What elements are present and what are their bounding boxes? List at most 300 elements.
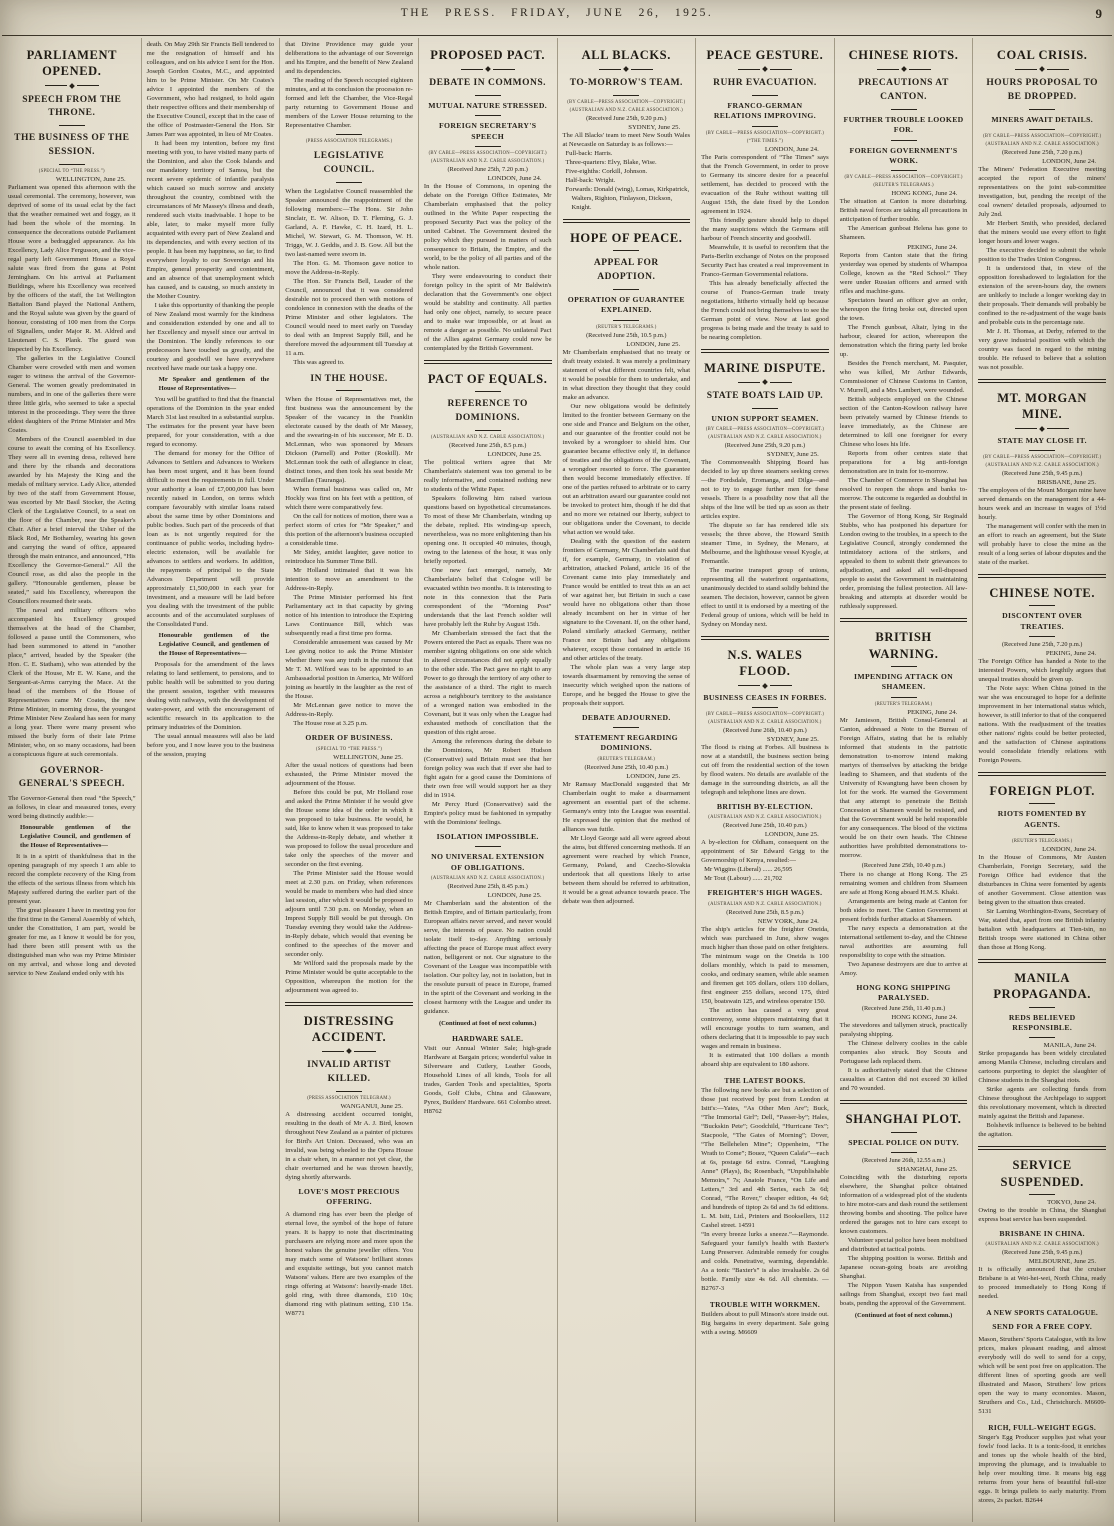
article-crosshead: UNION SUPPORT SEAMEN. <box>711 413 819 423</box>
article-crosshead: ISOLATION IMPOSSIBLE. <box>436 831 539 841</box>
divider-rule <box>475 115 501 116</box>
dateline: SYDNEY, June 25. <box>766 451 819 459</box>
article-paragraph: British subjects employed on the Chinese section of the Canton-Kowloon railway have been privately warned by Chinese friends to leave immediately, as the Chinese are determined to kill one foreigner for every Chinese who loses his life. <box>839 396 968 449</box>
article-headline: CHINESE RIOTS. <box>848 48 959 62</box>
article-paragraph: Considerable amusement was caused by Mr Lee giving notice to ask the Prime Minister whether there was any truth in the rumour that Mr T. M. Wilford was to be appointed to an Ambassadorial position in America, Mr Wilford joining as heartily in the laughter as the rest of the House. <box>285 639 413 701</box>
article-paragraph: The Chamber of Commerce in Shanghai has resolved to reopen the shops and banks to-morrow. The outcome is regarded as doubtful in the present state of feeling. <box>839 477 968 512</box>
divider-rule <box>336 182 362 183</box>
ornament-bar <box>45 85 67 86</box>
ad-heading: A NEW SPORTS CATALOGUE. <box>986 1308 1099 1318</box>
diamond-icon <box>69 83 75 89</box>
divider-rule <box>1029 1037 1055 1038</box>
article-paragraph: The reading of the Speech occupied eighteen minutes, and at its conclusion the procession re-formed and left the Chamber, the Vice-Regal party returning to Government House and members of the Lower House returning to the Representative Chamber. <box>285 77 413 129</box>
article-paragraph: The whole plan was a very large step towards disarmament by removing the sense of insecurity which weighed upon the nations of Europe, and he begged the House to give the proposals their support. <box>562 663 691 707</box>
article-paragraph: The galleries in the Legislative Council Chamber were crowded with men and women eager to witness the arrival of the Governor-General. The women greatly predominated in numbers, and in one of the galleries there were three little girls, who seemed to take a special interest in the proceedings. They were the three eldest daughters of the Prime Minister and Mrs Coates. <box>8 354 136 434</box>
article-paragraph: The House rose at 3.25 p.m. <box>293 720 368 728</box>
article-paragraph: When formal business was called on, Mr Hockly was first on his feet with a petition, of which there were comparatively few. <box>285 486 413 512</box>
divider-rule <box>891 1132 917 1133</box>
masthead <box>0 0 1114 33</box>
ornament-bar <box>322 1051 344 1052</box>
headline-ornament <box>701 684 829 688</box>
headline-ornament <box>701 380 829 384</box>
divider-rule <box>1029 803 1055 804</box>
ornament-bar <box>909 69 931 70</box>
article-paragraph: The Paris correspondent of “The Times” says that the French Government, in order to prove to Germany its sincere desire for a peaceful settlement, has decided to proceed with the evacuation of the Ruhr without waiting till August 15th, the date fixed by the London agreement in 1924. <box>701 153 829 215</box>
ornament-bar <box>77 85 99 86</box>
diamond-icon <box>901 66 907 72</box>
divider-rule <box>613 250 639 251</box>
dateline: WELLINGTON, June 25. <box>55 175 126 183</box>
cable-credit: (SPECIAL TO “THE PRESS.”) <box>38 168 105 174</box>
article-headline: DISTRESSING ACCIDENT. <box>303 1013 395 1044</box>
article-paragraph: Mr Sidey, amidst laughter, gave notice to reintroduce his Summer Time Bill. <box>285 549 413 566</box>
dateline: LONDON, June 25. <box>764 831 819 839</box>
article-paragraph: Mr J. H. Thomas, at Derby, referred to the very grave industrial position with which the country was faced in regard to the mining trouble. He refused to believe that a solution was not possible. <box>978 328 1106 372</box>
article-crosshead: FOREIGN GOVERNMENT'S WORK. <box>849 145 958 165</box>
article-paragraph: Spectators heard an officer give an order, whereupon the firing broke out, directed upon the town. <box>839 297 968 323</box>
divider-rule <box>891 1152 917 1153</box>
article-paragraph: death. On May 29th Sir Francis Bell tendered to me the resignation of himself and his colleagues, and on his advice I sent for the Hon. Joseph Gordon Coates, M.C., and appointed him to be Prime Minister. On Mr Coates's advice I appointed the members of the Government, who had resigned, to hold again their respective offices and their membership of the Executive Council, except that in the case of the office of Postmaster-General the Hon. Sir James Parr was appointed, in lieu of Mr Coates. <box>146 41 275 138</box>
article-paragraph: Mr Herbert Smith, who presided, declared that the miners would use every effort to fight longer hours and lower wages. <box>978 220 1106 246</box>
article-paragraph: A by-election for Oldham, consequent on the appointment of Sir Edward Grigg to the Governorship of Kenya, resulted:— <box>701 839 829 865</box>
article-paragraph: A diamond ring has ever been the pledge of eternal love, the symbol of the hope of future years. It is happy to note that discriminating purchasers are relying more and more upon the honest values the genuine jeweller offers. You may match some of Watsons' brilliant stones and exquisite settings, but you cannot match Watsons' values. Here are two examples of the rings offering at Watsons': heavily-made 18ct. gold ring, with three diamonds, £10 10s; diamond ring with platinum setting, £10 15s. W8771 <box>285 1210 413 1317</box>
article-paragraph: The dispute so far has rendered idle six vessels; the three above, the Howard Smith steamer Time, in Sydney, the Menaro, at Melbourne, and the lighthouse vessel Kyogle, at Fremantle. <box>701 522 829 566</box>
article-paragraph: The management will confer with the men in an effort to reach an agreement, but the State will probably have to close the mine as the result of a long series of labour disputes and the state of the market. <box>978 523 1106 567</box>
article-paragraph: Mr Chamberlain said the abstention of the British Empire, and of Britain particularly, from European affairs never served, and never would serve, the interests of peace. No nation could isolate itself to-day. Anything seriously affecting the peace of Europe must affect every nation, belligerent or not. Our signature to the Covenant of the League was incompatible with isolation. Our policy lay, not in isolation, but in the resolute pursuit of peace in Europe, framed in the spirit of the Covenant and working in the closest harmony with the League and under its guidance. <box>423 900 552 1016</box>
article-paragraph: There is no change at Hong Kong. The 25 remaining women and children from Shameen are safe at Hong Kong aboard H.M.S. Khaki. <box>839 870 968 896</box>
article-paragraph: Visit our Annual Winter Sale; high-grade Hardware at Bargain prices; wonderful value in Silverware and Cutlery, Leather Goods, Household Lines of all kinds, Tools for all trades, Garden Tools and specialities, Sports Goods, Golf Clubs, China and Glassware, Pyrex, Builders' Hardware. 661 Colombo street. H8762 <box>423 1045 552 1116</box>
divider-rule <box>475 430 501 431</box>
article-paragraph: The situation at Canton is more disturbing. British naval forces are taking all precautions in anticipation of further trouble. <box>839 198 968 224</box>
article-paragraph: They were endeavouring to conduct their foreign policy in the spirit of Mr Baldwin's declaration that the Government's one object would be stability and continuity. All parties had only one object, namely, to secure peace and to make war impossible, or at least as remote a danger as possible. No unilateral Pact of the Allies against Germany could now be contemplated by the British Government. <box>423 273 552 353</box>
article-paragraph: Proposals for the amendment of the laws relating to land settlement, to pensions, and to public health will be submitted to you during the present session, together with measures dealing with railways, with the development of water-power, and with the encouragement of scientific research in its application to the primary industries of the Dominion. <box>146 661 275 731</box>
cable-credit: (PRESS ASSOCIATION TELEGRAMS.) <box>305 139 393 144</box>
dateline: HONG KONG, June 24. <box>891 1014 958 1022</box>
article-paragraph: It had been my intention, before my first meeting with you, to have visited many parts of the Dominion, and also the Cook Islands and our mandatory territory of Samoa, but the recent severe epidemic of infantile paralysis which caused so much sorrow and anxiety throughout the country, combined with the circumstances of Mr Massey's illness and death, rendered such visits inadvisable. I hope to be able, later, to make myself more fully acquainted with every part of New Zealand and its dependencies, and with every section of its people. It has been my happiness, so far, to find everywhere loyalty to our Sovereign and his Empire, general prosperity and contentment, and an absence of that unemployment which has caused, and is causing, so much anxiety in the Mother Country. <box>146 140 275 300</box>
article-paragraph: The great pleasure I have in meeting you for the first time in the General Assembly of which, under the Constitution, I am part, would be greater for me, as I know it would be for you, had there been still present with us the distinguished man who was my Prime Minister on my arrival, and whose long and devoted service to New Zealand ended only with his <box>8 907 136 978</box>
ornament-bar <box>738 685 760 686</box>
article-subhead: DEBATE IN COMMONS. <box>429 78 547 89</box>
divider-rule <box>752 707 778 708</box>
dateline: MELBOURNE, June 25. <box>1028 1258 1096 1266</box>
columns-container <box>0 36 1114 1522</box>
divider-rule <box>336 1091 362 1092</box>
article-paragraph: that Divine Providence may guide your deliberations to the advantage of our Sovereign and his Empire, and the benefit of New Zealand and its dependencies. <box>285 41 413 75</box>
article-paragraph: After the usual notices of questions had been exhausted, the Prime Minister moved the adjournment of the House. <box>285 761 413 787</box>
diamond-icon <box>1039 426 1045 432</box>
received-line: (Received June 25th, 9.45 p.m.) <box>1001 470 1083 478</box>
article-headline: PACT OF EQUALS. <box>427 372 548 387</box>
headline-ornament <box>8 84 136 88</box>
article-paragraph: This has already beneficially affected the course of Franco-German trade treaty negotiations, hitherto virtually held up because the French could not bring themselves to see the German point of view. Now at last good progress is being made and the treaty is said to be nearing completion. <box>701 279 829 341</box>
ornament-bar <box>461 69 483 70</box>
article-paragraph: On the call for notices of motion, there was a perfect storm of cries for “Mr Speaker,” and this portion of the afternoon's business occupied a considerable time. <box>285 513 413 548</box>
speech-address-line: Honourable gentlemen of the Legislative Council, and gentlemen of the House of Representatives— <box>20 824 131 850</box>
cable-credit: (REUTER'S TELEGRAM.) <box>874 701 933 707</box>
article-headline: ALL BLACKS. <box>581 48 671 62</box>
ornament-bar <box>770 382 792 383</box>
article-separator <box>563 219 691 223</box>
ad-heading: THE LATEST BOOKS. <box>724 1075 806 1085</box>
article-subhead: REFERENCE TO DOMINIONS. <box>447 399 528 424</box>
article-subhead: THE BUSINESS OF THE SESSION. <box>14 133 130 157</box>
article-paragraph: Mr Lloyd George said all were agreed about the aims, but differed concerning methods. If an agreement were reached by which France, Germany, Poland, and Czecho-Slovakia undertook that all questions likely to arise between them should be referred to arbitration, it would be a great advance towards peace. The debate was then adjourned. <box>562 834 691 905</box>
article-crosshead: LOVE'S MOST PRECIOUS OFFERING. <box>298 1186 400 1207</box>
cable-credit: (SPECIAL TO “THE PRESS.”) <box>316 746 383 752</box>
article-crosshead: SEND FOR A FREE COPY. <box>992 1322 1093 1332</box>
article-paragraph: This friendly gesture should help to dispel the many suspicions which the Germans still harbour of French sincerity and goodwill. <box>701 216 829 242</box>
article-paragraph: The flood is rising at Forbes. All business is now at a standstill, the business section being cut off from the residential section of the town by flood waters. No details are available of the damage in the surrounding districts, as all the telegraph and telephone lines are down. <box>701 744 829 797</box>
article-paragraph: Mason, Struthers' Sports Catalogue, with its low prices, makes pleasant reading, and almost everybody will do well to send for a copy, which will be sent post free on application. The different lines of sporting goods are well illustrated and Mason, Struthers' low prices open the way to many economies. Mason, Struthers and Co., Ltd., Christchurch. M6609-5131 <box>978 1335 1106 1415</box>
column-2 <box>142 38 281 1522</box>
article-paragraph: Mr McLennan gave notice to move the Address-in-Reply. <box>285 702 413 719</box>
cable-credit: (PRESS ASSOCIATION TELEGRAM.) <box>307 1095 391 1101</box>
article-paragraph: The marine transport group of unions, representing all the waterfront organisations, unanimously decided to stand solidly behind the seamen. The decision, however, cannot be given effect to until it is endorsed by a meeting of the Federal group of unions, which will be held in Sydney on Monday next. <box>701 567 829 629</box>
article-paragraph: It is understood that, in view of the opposition foreshadowed to legislation for the extension of the seven-hours day, the owners are unlikely to include a longer working day in their proposals. Their demands will probably be confined to the re-adjustment of the wage basis and probable cuts in the percentage rate. <box>978 265 1106 327</box>
headline-ornament <box>978 67 1106 71</box>
article-paragraph: The Commonwealth Shipping Board has decided to lay up three steamers seeking crews—the Fordsdale, Eromanga, and Dilga—and not to try to engage further men for these vessels. There is a possibility now that all the ships of the line will be tied up as soon as their articles expire. <box>701 459 829 521</box>
article-paragraph: It is authoritatively stated that the Chinese casualties at Canton did not exceed 30 killed and 70 wounded. <box>839 1067 968 1093</box>
cable-credit: (REUTER'S TELEGRAMS.) <box>596 324 657 330</box>
article-paragraph: Parliament was opened this afternoon with the usual ceremonial. The ceremony, however, was deprived of some of its usual eclat by the fact that the weather remained wet and foggy, as it had been the whole of the morning. In consequence the decorations outside Parliament House wore a bedraggled appearance. As his Excellency, Lady Alice Fergusson, and the vice-regal party left Government House a Royal salute was fired from the guns at Point Jerningham. On his arrival at Parliament Buildings, where his Excellency was received by the officers of the staff, the 1st Wellington Battalion Band played the National Anthem, and the Royal salute was given by the guard of honour, consisting of 100 men from the Corps of Signallers, under Major R. M. Aldred and Lieutenant C. S. Plank. The guard was inspected by his Excellency. <box>8 183 136 353</box>
dateline: LONDON, June 24. <box>1042 158 1096 166</box>
headline-ornament <box>285 1049 413 1053</box>
article-paragraph: Singer's Egg Producer supplies just what your fowls' food lacks. It is a tonic-food, it enriches and tones up the whole health of the bird, improving the plumage, and is invaluable to help over moulting time. It means big egg returns from your hens of beautiful full-size eggs. It brings pullets to early maturity. From stores, 2s packet. B2644 <box>978 1433 1106 1504</box>
cable-credit: (AUSTRALIAN AND N.Z. CABLE ASSOCIATION.) <box>708 720 822 726</box>
dateline: SYDNEY, June 25. <box>628 124 681 132</box>
article-crosshead: FRANCO-GERMAN RELATIONS IMPROVING. <box>713 101 816 121</box>
headline-ornament <box>701 67 829 71</box>
divider-rule <box>752 126 778 127</box>
article-paragraph: It is estimated that 100 dollars a month aboard ship are equivalent to 180 ashore. <box>701 1051 829 1068</box>
received-line: (Received June 25th, 10.40 p.m.) <box>584 763 669 771</box>
received-line: (Received June 25th, 10.5 p.m.) <box>586 331 667 339</box>
ornament-bar <box>493 69 515 70</box>
article-paragraph: In the House of Commons, in opening the debate on the Foreign Office Estimates, Mr Chamberlain emphasised that the policy outlined in the White Paper respecting the proposed Security Pact was the policy of the united Cabinet. The Government desired the policy which they pursued in matters of such consequence to Britain, the Empire, and the world, to be the policy of all parties and of the whole nation. <box>423 183 552 272</box>
article-subhead: IN THE HOUSE. <box>310 373 388 384</box>
article-headline: PEACE GESTURE. <box>706 48 824 62</box>
received-line: (Received June 25th, 10.40 p.m.) <box>861 861 946 869</box>
dateline: WANGANUI, June 25. <box>340 1102 403 1110</box>
article-separator <box>978 379 1106 383</box>
list-line: Three-quarters: Elvy, Blake, Wise. <box>565 159 657 167</box>
headline-ornament <box>563 67 691 71</box>
article-crosshead: HONG KONG SHIPPING PARALYSED. <box>856 982 951 1003</box>
dateline: PEKING, June 24. <box>907 708 958 716</box>
article-paragraph: The following new books are but a selection of those just received by post from London at Isitt's:—Yates, “As Other Men Are”; Buck, “The Immortal Girl”; Dell, “Passer-by”; Hales, “Buckskin Pete”; Goodchild, “Hurricane Tex”; Stacpoole, “The Gates of Morning”; Dover, “The Bellehelen Mine”; Oppenheim, “The Wrath to Come”; Bouez, “Queen Calafa”—each at 6s, postage 6d extra. Conrad, “Laughing Anne” (Plays), 8s; Rosenbach, “Unpublishable Memoirs,” 7s; Anatole France, “On Life and Letters,” 3rd and 4th Series, each 3s 6d; Conrad, “The Rover,” cheaper edition, 4s 6d; and hundreds of tiptop 2s 6d and 3s 6d editions. L. M. Isitt, Ltd., Printers and Booksellers, 112 Cashel street. 14591 <box>701 1086 829 1229</box>
dateline: WELLINGTON, June 25. <box>333 753 403 761</box>
article-paragraph: Besides the French merchant, M. Pasquier, who was killed, Mr Arthur Edwards, Commissioner of Chinese Customs in Canton, V. Murrell, and a Mrs Lambert, were wounded. <box>839 360 968 395</box>
article-paragraph: Builders about to pull Minson's store inside out. Big bargains in every department. Sale going with a swing. M6609 <box>701 1310 829 1336</box>
ad-heading: HARDWARE SALE. <box>452 1034 524 1044</box>
article-paragraph: Bolshevik influence is believed to be behind the agitation. <box>978 1122 1106 1139</box>
received-line: (Received June 25th, 10.40 p.m.) <box>723 822 807 830</box>
ornament-bar <box>770 685 792 686</box>
article-paragraph: Arrangements are being made at Canton for both sides to meet. The Canton Government at present forbids further attacks at Shameen. <box>839 897 968 923</box>
dateline: LONDON, June 25. <box>626 340 681 348</box>
article-paragraph: The naval and military officers who accompanied his Excellency grouped themselves at the head of the Chamber, followed a pause until the Commoners, who had been summoned to attend in “another place,” arrived, headed by the Speaker (the Hon. C. E. Statham), who was attended by the Clerk of the House, Mr E. W. Kane, and the Sergeant-at-Arms carrying the Mace. At the head of the members of the House of Representatives came Mr Coates, the new Prime Minister, in morning dress, the youngest Prime Minister New Zealand has seen for many a long year. There were many present who missed the burly form of their late Prime Minister, who, on so many occasions, had been a conspicuous figure at such ceremonials. <box>8 606 136 758</box>
article-headline: SHANGHAI PLOT. <box>845 1112 962 1127</box>
article-paragraph: The Hon. Sir Francis Bell, Leader of the Council, announced that it was considered desirable not to proceed then with motions of condolence in connexion with the deaths of the Prime Minister and other legislators. The Council would need to meet early on Tuesday to deal with an Imprest Supply Bill, and he therefore moved the adjournment till Tuesday at 11 a.m. <box>285 277 413 357</box>
article-subhead: HOURS PROPOSAL TO BE DROPPED. <box>986 78 1098 103</box>
divider-rule <box>613 727 639 728</box>
dateline: LONDON, June 25. <box>487 450 542 458</box>
article-crosshead: DEBATE ADJOURNED. <box>581 712 671 722</box>
page-number: 9 <box>1095 6 1102 21</box>
dateline: NEW YORK, June 24. <box>757 917 819 925</box>
ornament-bar <box>354 1051 376 1052</box>
divider-rule <box>752 95 778 96</box>
cable-credit: (REUTER'S TELEGRAM.) <box>597 756 656 762</box>
divider-rule <box>1029 834 1055 835</box>
article-paragraph: Mr Percy Hurd (Conservative) said the Empire's policy must be fashioned in sympathy with the Dominions' feelings. <box>423 800 552 826</box>
dateline: SHANGHAI, June 25. <box>896 1166 958 1174</box>
dateline: TOKYO, June 24. <box>1047 1198 1096 1206</box>
cable-credit: (BY CABLE—PRESS ASSOCIATION—COPYRIGHT.) <box>705 712 825 718</box>
divider-rule <box>1029 605 1055 606</box>
cable-credit: (AUSTRALIAN AND N.Z. CABLE ASSOCIATION.) <box>431 876 545 882</box>
article-paragraph: Mr Ramsay MacDonald suggested that Mr Chamberlain ought to make a disarmament agreement an essential part of the scheme. Germany's entry into the League was essential. He expressed the opinion that the method of alliances was futile. <box>562 780 691 833</box>
divider-rule <box>613 320 639 321</box>
list-line: Half-back: Wright. <box>565 177 616 185</box>
cable-credit: (AUSTRALIAN AND N.Z. CABLE ASSOCIATION.) <box>708 815 822 821</box>
article-paragraph: The shipping position is worse. British and Japanese ocean-going boats are avoiding Shanghai. <box>839 1255 968 1281</box>
speech-address-line: Mr Speaker and gentlemen of the House of Representatives— <box>158 376 270 392</box>
article-paragraph: You will be gratified to find that the financial operations of the Dominion in the year ended March 31st last resulted in a substantial surplus. The estimates for the present year have been prepared, for your consideration, with a due regard to economy. <box>146 396 275 448</box>
article-crosshead: BRITISH BY-ELECTION. <box>716 802 813 812</box>
article-crosshead: FREIGHTER'S HIGH WAGES. <box>707 888 823 898</box>
ornament-bar <box>1015 69 1037 70</box>
article-paragraph: The Governor of Hong Kong, Sir Reginald Stubbs, who has postponed his departure for London owing to the troubles, in a speech to the Legislative Council, strongly condemned the intimidatory actions of the strikers, and appealed to them to submit their grievances to adjudication, and asked all well-disposed people to assist the Government in maintaining order, promising the fullest protection. All law-breaking and attempts at disorder would be ruthlessly suppressed. <box>839 513 968 611</box>
dateline: MANILA, June 24. <box>1043 1042 1096 1050</box>
article-paragraph: Mr Jamieson, British Consul-General at Canton, addressed a Note to the Bureau of Foreign Affairs, stating that he is reliably informed that students in the patriotic demonstration to-morrow intend making martyrs of themselves by attacking the bridge leading to Shameen, and that students of the University of Kwangtung have been chosen by lot for the work. He warned the Government that any attempt to penetrate the British Concession at Shameen would be resisted, and that the Government would be held responsible for any consequences. The blood of the victims would be on their own heads. The Chinese authorities have prohibited demonstrations to-morrow. <box>839 716 968 859</box>
dateline: LONDON, June 24. <box>487 175 542 183</box>
dateline: PEKING, June 24. <box>1045 650 1096 658</box>
dateline: LONDON, June 25. <box>626 772 681 780</box>
headline-ornament <box>424 67 552 71</box>
article-paragraph: It is in a spirit of thankfulness that in the opening paragraph of my speech I am able to record the complete recovery of the King from the effects of the serious illness from which his Majesty suffered during the earlier part of the present year. <box>8 853 136 906</box>
continued-note: (Continued at foot of next column.) <box>438 1020 537 1028</box>
received-line: (Received June 25th, 9.45 p.m.) <box>1001 1249 1083 1257</box>
article-paragraph: The political writers agree that Mr Chamberlain's statement was too general to be really informative, and contained nothing new to students of the White Paper. <box>423 458 552 493</box>
cable-credit: (BY CABLE—PRESS ASSOCIATION—COPYRIGHT.) <box>705 130 825 136</box>
article-headline: MANILA PROPAGANDA. <box>993 971 1092 1002</box>
article-paragraph: Among the references during the debate to the Dominions, Mr Robert Hudson (Conservative) said Britain must see that her foreign policy was such that if ever she had to fight again for a good cause the Dominions of their own free will would support her as they did in 1914. <box>423 737 552 799</box>
article-paragraph: Strike propaganda has been widely circulated among Manila Chinese, including circulars and cartoons purporting to depict the slaughter of Chinese students in the Shanghai riots. <box>978 1050 1106 1085</box>
article-separator <box>701 349 829 353</box>
divider-rule <box>891 109 917 110</box>
diamond-icon <box>346 1048 352 1054</box>
cable-credit: (“THE TIMES.”) <box>746 138 784 144</box>
article-paragraph: Mr Chamberlain emphasised that no treaty or draft treaty existed. It was merely a preliminary statement of what different countries felt, what it would be possible for them to undertake, and in what direction they thought that they could make an advance. <box>562 348 691 401</box>
article-paragraph: In the House of Commons, Mr Austen Chamberlain, Foreign Secretary, said the Foreign Office had evidence that the disturbances in China were fomented by agents of another Government. Close attention was being given to the situation thus created. <box>978 854 1106 907</box>
article-crosshead: OPERATION OF GUARANTEE EXPLAINED. <box>567 294 685 315</box>
article-paragraph: The Foreign Office has handed a Note to the interested Powers, which lengthily argues that unequal treaties should be given up. <box>978 658 1106 684</box>
article-paragraph: The navy expects a demonstration at the international settlement to-day, and the Chinese naval authorities are assuming full responsibility to cope with the situation. <box>839 924 968 959</box>
article-separator <box>840 1100 968 1104</box>
dateline: LONDON, June 24. <box>764 145 819 153</box>
article-paragraph: Two Japanese destroyers are due to arrive at Amoy. <box>839 960 968 977</box>
received-line: (Received June 25th, 9.20 p.m.) <box>724 442 806 450</box>
cable-credit: (BY CABLE—PRESS ASSOCIATION—COPYRIGHT.) <box>705 427 825 433</box>
diamond-icon <box>1039 66 1045 72</box>
divider-rule <box>336 134 362 135</box>
ornament-bar <box>770 69 792 70</box>
article-paragraph: When the House of Representatives met, the first business was the announcement by the Speaker of the vacancy in the Franklin electorate caused by the death of Mr Massey, and the swearing-in of his successor, Mr E. D. McLennan, who was sponsored by Messrs Dickson (Parnell) and Potter (Roskill). Mr McLennan took the oath of allegiance in clear, distinct tones, and then took his seat beside Mr Macmillan (Tauranga). <box>285 396 413 485</box>
article-paragraph: The French gunboat, Altair, lying in the harbour, cleared for action, whereupon the demonstration which the firing party led broke up. <box>839 324 968 359</box>
diamond-icon <box>623 66 629 72</box>
article-paragraph: Our new obligations would be definitely limited to the frontier between Germany on the one side and France and Belgium on the other, and our guarantee of the frontier could not be invoked by a wrongdoer to shield him. Our guarantee became effective only if, in defiance of treaties and the obligations of the Covenant, a wrongdoer resorted to force. The guarantee then would become immediately effective. If one of the parties refused to arbitrate or to carry out an arbitration award our guarantee could not be invoked to protect him, though if he did that and no more we retained our liberty, subject to our obligations under the Covenant, to decide what action we would take. <box>562 402 691 536</box>
article-subhead: PRECAUTIONS AT CANTON. <box>858 78 949 103</box>
article-headline: BRITISH WARNING. <box>868 630 939 661</box>
article-paragraph: Mr Chamberlain stressed the fact that the Powers entered the Pact as equals. There was no member signing obligations on one side which in altered circumstances did not apply equally to the other side. The Pact gave no right to any Power to go through the territory of any other to the assistance of a third. The right to march across a neighbour's territory to the assistance of a wronged nation was embodied in the Covenant, but it was only when the League had exhausted methods of conciliation that the question of this right arose. <box>423 629 552 736</box>
ad-heading: RICH, FULL-WEIGHT EGGS. <box>988 1422 1097 1432</box>
dateline: LONDON, June 25. <box>487 892 542 900</box>
divider-rule <box>891 666 917 667</box>
column-8 <box>973 38 1111 1522</box>
article-crosshead: SPECIAL POLICE ON DUTY. <box>848 1137 959 1147</box>
headline-ornament <box>978 427 1106 431</box>
cable-credit: (AUSTRALIAN AND N.Z. CABLE ASSOCIATION.) <box>708 435 822 441</box>
article-headline: COAL CRISIS. <box>996 48 1088 62</box>
list-line: Mr Tout (Labour) ...... 21,702 <box>704 875 783 883</box>
article-subhead: APPEAL FOR ADOPTION. <box>593 258 659 283</box>
article-paragraph: Volunteer special police have been mobilised and distributed at tactical points. <box>839 1237 968 1254</box>
divider-rule <box>1029 1007 1055 1008</box>
divider-rule <box>475 146 501 147</box>
cable-credit: (REUTER'S TELEGRAMS.) <box>873 183 934 189</box>
ornament-bar <box>738 69 760 70</box>
list-line: Full-back: Harris. <box>565 150 613 158</box>
article-separator <box>978 574 1106 578</box>
divider-rule <box>613 95 639 96</box>
article-paragraph: Before this could be put, Mr Holland rose and asked the Prime Minister if he would give the House some idea of the order in which it was proposed to take business. He would, he said, like to know when it was proposed to take the Address-in-Reply debate, and whether it was proposed to follow the usual procedure and take only the speeches of the mover and seconder on the first evening. <box>285 788 413 868</box>
article-paragraph: Speakers following him raised various questions based on hypothetical circumstances. To most of these Mr Chamberlain, winding up the debate, replied. His winding-up speech, nevertheless, was no more enlightening than his opening one. It occupied 40 minutes, though, owing to the lateness of the hour, it was only briefly reported. <box>423 494 552 565</box>
article-paragraph: “In every breeze lurks a sneeze.”—Raymonde. Safeguard your family's health with Baxter's Lung Preserver. Admirable remedy for coughs and colds. Penetrative, warming, dependable. As a tonic “Baxter's” is also invaluable. 2s 6d bottle. Family size 4s 6d. All chemists. —B2767-3 <box>701 1230 829 1292</box>
article-paragraph: Reports from other centres state that preparations for a big anti-foreign demonstration are in train for to-morrow. <box>839 450 968 476</box>
cable-credit: (AUSTRALIAN AND N.Z. CABLE ASSOCIATION.) <box>985 1242 1099 1248</box>
ornament-bar <box>738 382 760 383</box>
diamond-icon <box>762 66 768 72</box>
dateline: BRISBANE, June 25. <box>1037 479 1096 487</box>
article-paragraph: The Miners' Federation Executive meeting accepted the report of the miners' representatives on the joint sub-committee investigation, but, pending the receipt of the coal owners' detailed proposals, adjourned to July 2nd. <box>978 166 1106 219</box>
speech-address-line: Honourable gentlemen of the Legislative Council, and gentlemen of the House of Representatives— <box>158 632 270 657</box>
article-paragraph: Mr Holland intimated that it was his intention to move an amendment to the Address-in-Reply. <box>285 567 413 593</box>
dateline: PEKING, June 24. <box>907 244 958 252</box>
article-paragraph: Sir Laming Worthington-Evans, Secretary of War, stated that, apart from one British infantry battalion with headquarters at Tien-tsin, no British troops were stationed in China other than those at Hong Kong. <box>978 908 1106 952</box>
article-separator <box>978 1146 1106 1150</box>
article-paragraph: The Nippon Yusen Kaisha has suspended sailings from Shanghai, except two fast mail boats, pending the approval of the Government. <box>839 1282 968 1308</box>
article-headline: SERVICE SUSPENDED. <box>1000 1158 1084 1189</box>
article-separator <box>978 959 1106 963</box>
received-line: (Received June 25th, 8.45 p.m.) <box>447 883 528 891</box>
article-paragraph: This was agreed to. <box>293 358 345 366</box>
received-line: (Received June 25th, 7.20 p.m.) <box>447 166 528 174</box>
article-separator <box>840 618 968 622</box>
cable-credit: (AUSTRALIAN AND N.Z. CABLE ASSOCIATION.) <box>569 108 683 114</box>
article-crosshead: FOREIGN SECRETARY'S SPEECH <box>438 121 537 141</box>
article-separator <box>978 772 1106 776</box>
dateline: SYDNEY, June 25. <box>766 736 819 744</box>
article-crosshead: REDS BELIEVED RESPONSIBLE. <box>1008 1012 1076 1033</box>
article-crosshead: STATE MAY CLOSE IT. <box>997 435 1087 445</box>
divider-rule <box>475 391 501 392</box>
divider-rule <box>59 164 85 165</box>
article-paragraph: The American gunboat Helena has gone to Shameen. <box>839 225 968 242</box>
divider-rule <box>336 390 362 391</box>
article-paragraph: The All Blacks' team to meet New South Wales at Newcastle on Saturday is as follows:— <box>562 132 691 149</box>
received-line: (Received June 26th, 12.55 a.m.) <box>861 1157 946 1165</box>
article-subhead: SPEECH FROM THE THRONE. <box>22 94 122 119</box>
masthead-title: THE PRESS. FRIDAY, JUNE 26, 1925. <box>400 7 714 19</box>
article-separator <box>701 636 829 640</box>
list-line: Forwards: Donald (wing), Lomas, Kirkpatrick, Walters, Righton, Finlayson, Dickson, Knight. <box>565 186 690 212</box>
article-paragraph: The Hon. G. M. Thomson gave notice to move the Address-in-Reply. <box>285 259 413 276</box>
article-paragraph: The Note says: When China joined in the war she was encouraged to hope for a definite improvement in her international status which, however, is still inferior to that of the conquered nations. With the readjustment of the treaties other nations' rights could be better protected, and the satisfaction of Chinese aspirations would consolidate friendly relations with Foreign Powers. <box>978 685 1106 765</box>
column-1 <box>3 38 142 1522</box>
article-paragraph: The ship's articles for the freighter Oneida, which was purchased in June, show wages much higher than those paid on other freighters. The minimum wage on the Oneida is 100 dollars monthly, which is paid to messmen, cooks, and ordinary seamen, while able seamen and firemen get 105 dollars, oilers 110 dollars, first engineer 255 dollars, second 175, third 150, boatswain 125, and wireless operator 150. <box>701 925 829 1005</box>
diamond-icon <box>762 379 768 385</box>
cable-credit: (REUTER'S TELEGRAMS.) <box>1011 839 1073 845</box>
cable-credit: (AUSTRALIAN AND N.Z. CABLE ASSOCIATION.) <box>985 463 1099 469</box>
article-subhead: LEGISLATIVE COUNCIL. <box>313 151 385 175</box>
headline-ornament <box>840 67 968 71</box>
article-crosshead: RIOTS FOMENTED BY AGENTS. <box>997 809 1087 829</box>
divider-rule <box>1029 450 1055 451</box>
ad-heading: TROUBLE WITH WORKMEN. <box>709 1299 820 1309</box>
divider-rule <box>475 846 501 847</box>
article-subhead: GOVERNOR-GENERAL'S SPEECH. <box>18 765 125 790</box>
article-crosshead: IMPENDING ATTACK ON SHAMEEN. <box>854 671 954 692</box>
newspaper-page <box>0 36 1114 1522</box>
diamond-icon <box>485 66 491 72</box>
cable-credit: (BY CABLE—PRESS ASSOCIATION—COPYRIGHT.) <box>428 151 547 157</box>
article-subhead: RUHR EVACUATION. <box>713 78 817 89</box>
article-separator <box>424 360 552 364</box>
article-crosshead: MINERS AWAIT DETAILS. <box>991 114 1094 124</box>
divider-rule <box>891 170 917 171</box>
article-crosshead: BUSINESS CEASES IN FORBES. <box>703 692 827 702</box>
article-subhead: STATE BOATS LAID UP. <box>706 391 824 402</box>
article-headline: PARLIAMENT OPENED. <box>26 48 118 79</box>
cable-credit: (BY CABLE—PRESS ASSOCIATION—COPYRIGHT.) <box>567 100 686 106</box>
article-crosshead: NO UNIVERSAL EXTENSION OF OBLIGATIONS. <box>431 852 545 872</box>
divider-rule <box>1029 109 1055 110</box>
cable-credit: (BY CABLE—PRESS ASSOCIATION—COPYRIGHT.) <box>983 134 1102 140</box>
ornament-bar <box>599 69 621 70</box>
article-headline: MARINE DISPUTE. <box>704 360 826 375</box>
article-paragraph: It is officially announced that the cruiser Brisbane is at Wei-hei-wei, North China, ready to proceed immediately to Hong Kong if needed. <box>978 1266 1106 1301</box>
column-3 <box>280 38 419 1522</box>
article-paragraph: The Governor-General then read “the Speech,” as follows, in clear and measured tones, every word being distinctly audible:— <box>8 795 136 821</box>
article-subhead: INVALID ARTIST KILLED. <box>307 1060 391 1084</box>
cable-credit: (BY CABLE—PRESS ASSOCIATION—COPYRIGHT.) <box>983 455 1102 461</box>
ornament-bar <box>1047 428 1069 429</box>
article-crosshead: MUTUAL NATURE STRESSED. <box>428 101 548 111</box>
article-crosshead: STATEMENT REGARDING DOMINIONS. <box>574 732 679 753</box>
article-headline: MT. MORGAN MINE. <box>997 391 1088 422</box>
ornament-bar <box>631 69 653 70</box>
article-paragraph: The usual annual measures will also be laid before you, and I now leave you to the business of the session, praying <box>146 733 275 758</box>
article-paragraph: Owing to the trouble in China, the Shanghai express boat service has been suspended. <box>978 1206 1106 1223</box>
article-paragraph: When the Legislative Council reassembled the Speaker announced the reappointment of the following members:—The Hons. Sir John Sinclair, E. W. Alison, D. T. Fleming, G. J. Garland, A. F. Hawke, C. H. Izard, H. L. Michel, W. Stewart, G. M. Thomson, W. H. Triggs, W. J. Geddis, and J. B. Gow. All but the two last-named were sworn in. <box>285 187 413 258</box>
article-paragraph: The employees of the Mount Morgan mine have served demands on the management for a 44-hours week and an increase in wages of 1½d hourly. <box>978 487 1106 522</box>
divider-rule <box>891 140 917 141</box>
divider-rule <box>59 125 85 126</box>
article-paragraph: I take this opportunity of thanking the people of New Zealand most warmly for the kindness and consideration extended by one and all to her Excellency and myself since our arrival in the Dominion. The kindly references to our predecessors have touched us greatly, and the courtesy and goodwill we have everywhere received have made our task a happy one. <box>146 302 275 372</box>
continued-note: (Continued at foot of next column.) <box>854 1312 953 1320</box>
cable-credit: (BY CABLE—PRESS ASSOCIATION—COPYRIGHT.) <box>844 175 963 181</box>
